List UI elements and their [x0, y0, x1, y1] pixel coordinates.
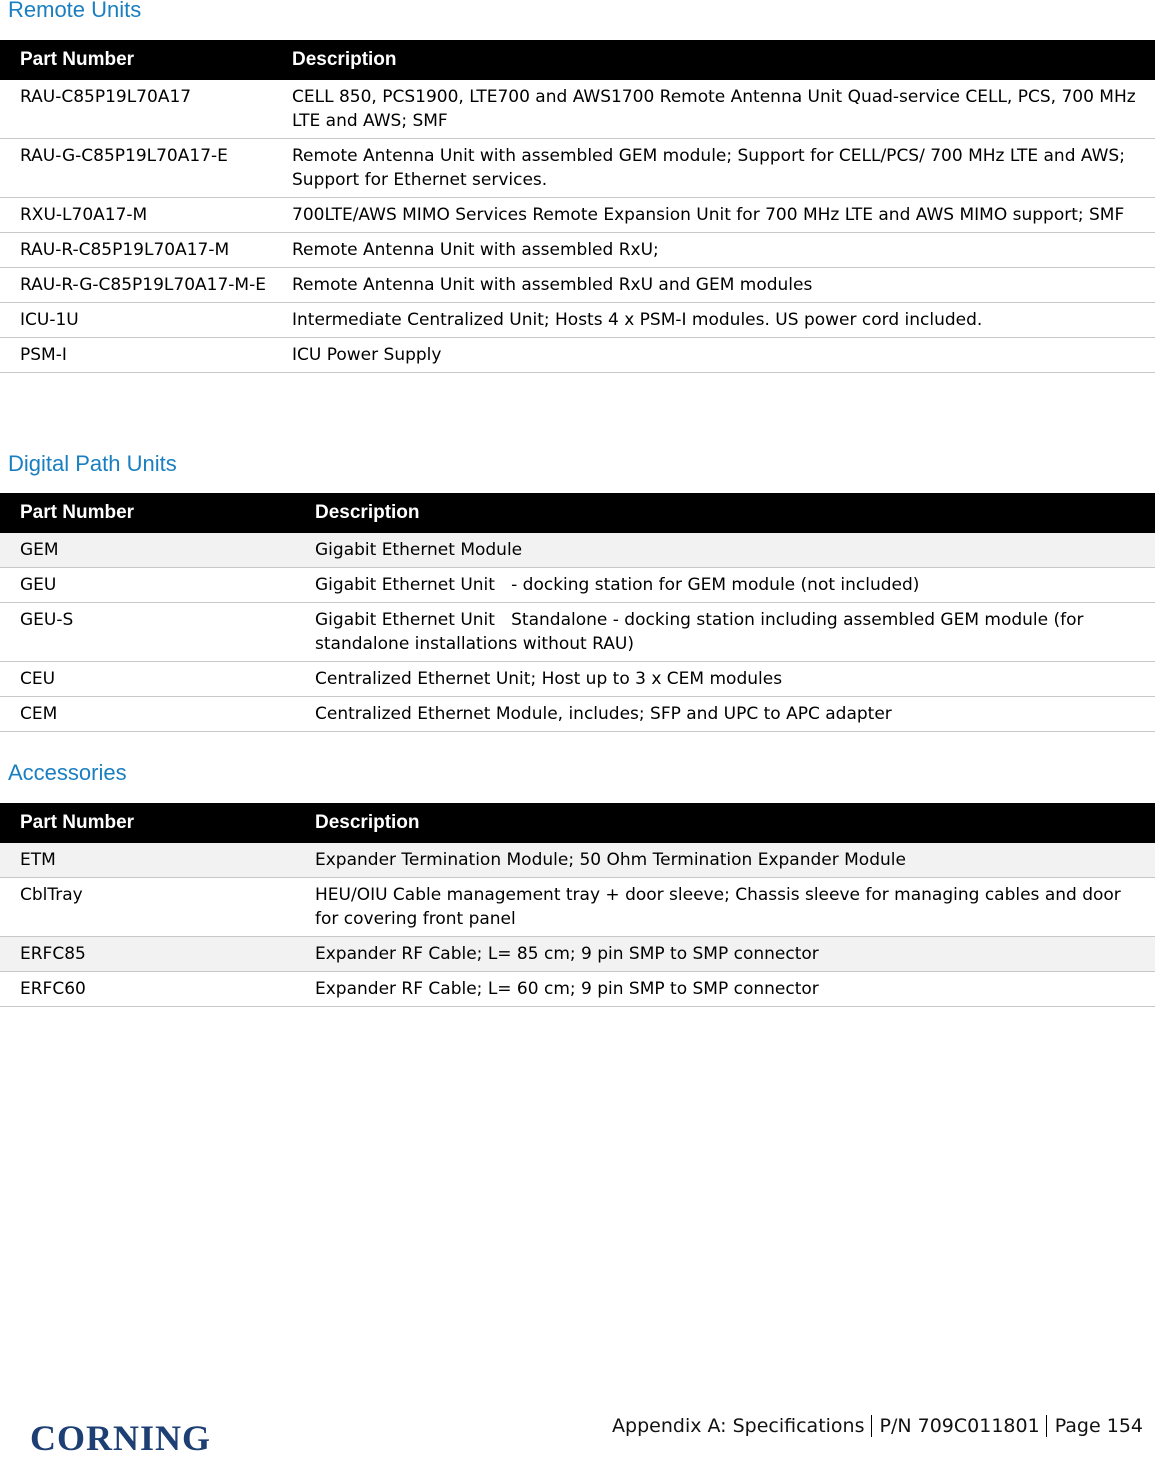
- column-header-part-number: Part Number: [0, 803, 315, 843]
- table-row: [0, 568, 1155, 603]
- part-number-cell: ICU-1U: [0, 303, 292, 338]
- description-cell: Gigabit Ethernet Unit - docking station for GEM module (not included): [315, 568, 1155, 603]
- description-cell: Remote Antenna Unit with assembled GEM module; Support for CELL/PCS/ 700 MHz LTE and AWS; Support for Ethernet services.: [292, 139, 1155, 198]
- description-cell: Remote Antenna Unit with assembled RxU;: [292, 233, 1155, 268]
- table-row: [0, 268, 1155, 303]
- column-header-description: Description: [315, 493, 1155, 533]
- description-cell: Centralized Ethernet Module, includes; SFP and UPC to APC adapter: [315, 697, 1155, 732]
- section-title-digital-path-units: Digital Path Units: [8, 451, 177, 476]
- footer-appendix: Appendix A: Specifications: [612, 1415, 865, 1437]
- footer-part-number: P/N 709C011801: [871, 1415, 1046, 1437]
- description-cell: Gigabit Ethernet Unit Standalone - docking station including assembled GEM module (for standalone installations without RAU): [315, 603, 1155, 662]
- digital-path-units-table: [0, 493, 1155, 732]
- table-row: [0, 80, 1155, 139]
- part-number-cell: PSM-I: [0, 338, 292, 373]
- part-number-cell: GEM: [0, 533, 315, 568]
- table-row: [0, 697, 1155, 732]
- table-header-row: [0, 40, 1155, 80]
- part-number-cell: CEU: [0, 662, 315, 697]
- description-cell: Remote Antenna Unit with assembled RxU and GEM modules: [292, 268, 1155, 303]
- section-title-accessories: Accessories: [8, 760, 127, 785]
- description-cell: CELL 850, PCS1900, LTE700 and AWS1700 Remote Antenna Unit Quad-service CELL, PCS, 700 MHz LTE and AWS; SMF: [292, 80, 1155, 139]
- description-cell: Expander Termination Module; 50 Ohm Termination Expander Module: [315, 843, 1155, 878]
- footer-text: [604, 1415, 1149, 1437]
- column-header-part-number: Part Number: [0, 40, 292, 80]
- column-header-part-number: Part Number: [0, 493, 315, 533]
- part-number-cell: CblTray: [0, 878, 315, 937]
- description-cell: ICU Power Supply: [292, 338, 1155, 373]
- part-number-cell: ERFC60: [0, 972, 315, 1007]
- description-cell: HEU/OIU Cable management tray + door sleeve; Chassis sleeve for managing cables and door for covering front panel: [315, 878, 1155, 937]
- table-row: [0, 937, 1155, 972]
- column-header-description: Description: [292, 40, 1155, 80]
- part-number-cell: RXU-L70A17-M: [0, 198, 292, 233]
- part-number-cell: RAU-R-C85P19L70A17-M: [0, 233, 292, 268]
- table-row: [0, 139, 1155, 198]
- part-number-cell: RAU-R-G-C85P19L70A17-M-E: [0, 268, 292, 303]
- description-cell: Centralized Ethernet Unit; Host up to 3 x CEM modules: [315, 662, 1155, 697]
- column-header-description: Description: [315, 803, 1155, 843]
- section-title-remote-units: Remote Units: [8, 0, 142, 22]
- table-row: [0, 662, 1155, 697]
- table-row: [0, 533, 1155, 568]
- table-row: [0, 303, 1155, 338]
- table-row: [0, 198, 1155, 233]
- part-number-cell: ETM: [0, 843, 315, 878]
- remote-units-table: [0, 40, 1155, 373]
- part-number-cell: ERFC85: [0, 937, 315, 972]
- description-cell: Expander RF Cable; L= 60 cm; 9 pin SMP to SMP connector: [315, 972, 1155, 1007]
- table-header-row: [0, 493, 1155, 533]
- footer-page-number: Page 154: [1046, 1415, 1149, 1437]
- description-cell: 700LTE/AWS MIMO Services Remote Expansion Unit for 700 MHz LTE and AWS MIMO support; SMF: [292, 198, 1155, 233]
- part-number-cell: GEU-S: [0, 603, 315, 662]
- part-number-cell: GEU: [0, 568, 315, 603]
- table-row: [0, 603, 1155, 662]
- table-row: [0, 972, 1155, 1007]
- accessories-table: [0, 803, 1155, 1007]
- table-row: [0, 878, 1155, 937]
- description-cell: Gigabit Ethernet Module: [315, 533, 1155, 568]
- description-cell: Intermediate Centralized Unit; Hosts 4 x PSM-I modules. US power cord included.: [292, 303, 1155, 338]
- table-row: [0, 338, 1155, 373]
- table-header-row: [0, 803, 1155, 843]
- part-number-cell: CEM: [0, 697, 315, 732]
- table-row: [0, 233, 1155, 268]
- page-footer: [0, 1405, 1155, 1458]
- description-cell: Expander RF Cable; L= 85 cm; 9 pin SMP to SMP connector: [315, 937, 1155, 972]
- table-row: [0, 843, 1155, 878]
- corning-logo: CORNING: [30, 1418, 212, 1458]
- part-number-cell: RAU-G-C85P19L70A17-E: [0, 139, 292, 198]
- part-number-cell: RAU-C85P19L70A17: [0, 80, 292, 139]
